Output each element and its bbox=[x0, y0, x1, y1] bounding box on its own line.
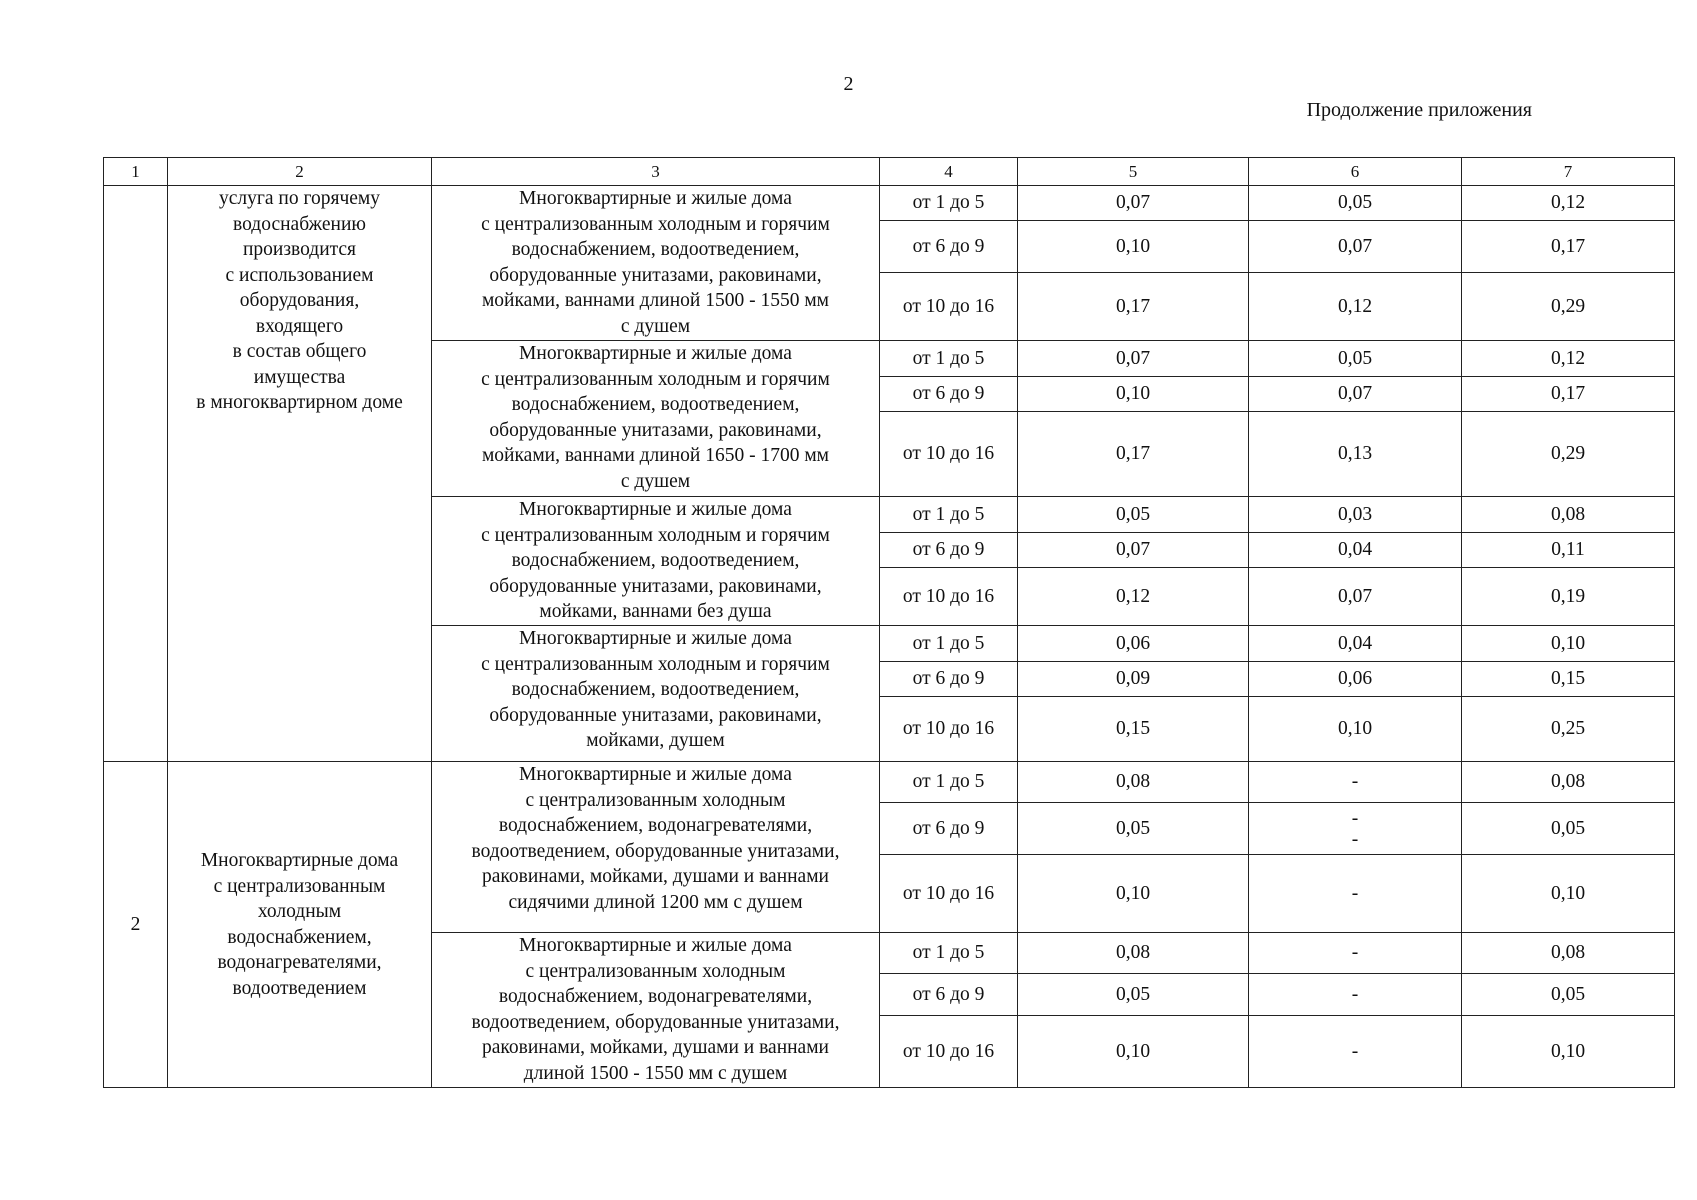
value-cell-col7: 0,29 bbox=[1462, 273, 1675, 341]
floors-cell: от 10 до 16 bbox=[880, 697, 1018, 762]
value-cell-col6: 0,04 bbox=[1249, 533, 1462, 568]
category-cell: Многоквартирные дома с централизованным холодным водоснабжением, водонагревателями, водоотведением bbox=[168, 762, 432, 1088]
value-cell-col6: 0,05 bbox=[1249, 186, 1462, 221]
value-cell-col6: 0,07 bbox=[1249, 221, 1462, 273]
value-cell-col6: 0,04 bbox=[1249, 626, 1462, 662]
column-header: 4 bbox=[880, 158, 1018, 186]
value-cell-col7: 0,08 bbox=[1462, 762, 1675, 803]
floors-cell: от 6 до 9 bbox=[880, 803, 1018, 855]
value-cell-col5: 0,07 bbox=[1018, 186, 1249, 221]
floors-cell: от 1 до 5 bbox=[880, 762, 1018, 803]
value-cell-col6: 0,06 bbox=[1249, 662, 1462, 697]
value-cell-col6: 0,10 bbox=[1249, 697, 1462, 762]
value-cell-col7: 0,17 bbox=[1462, 221, 1675, 273]
value-cell-col5: 0,12 bbox=[1018, 568, 1249, 626]
value-cell-col7: 0,08 bbox=[1462, 497, 1675, 533]
value-cell-col6: - bbox=[1249, 762, 1462, 803]
floors-cell: от 1 до 5 bbox=[880, 497, 1018, 533]
value-cell-col5: 0,08 bbox=[1018, 933, 1249, 974]
value-cell-col7: 0,12 bbox=[1462, 341, 1675, 377]
value-cell-col5: 0,10 bbox=[1018, 855, 1249, 933]
value-cell-col7: 0,17 bbox=[1462, 377, 1675, 412]
value-cell-col5: 0,15 bbox=[1018, 697, 1249, 762]
continuation-label: Продолжение приложения bbox=[1306, 99, 1532, 121]
floors-cell: от 6 до 9 bbox=[880, 974, 1018, 1016]
value-cell-col6: - bbox=[1249, 1016, 1462, 1088]
floors-cell: от 10 до 16 bbox=[880, 273, 1018, 341]
floors-cell: от 1 до 5 bbox=[880, 341, 1018, 377]
floors-cell: от 10 до 16 bbox=[880, 855, 1018, 933]
description-cell: Многоквартирные и жилые дома с централизованным холодным и горячим водоснабжением, водоотведением, оборудованные унитазами, раковинами, мойками, ваннами длиной 1500 - 1550 мм с душем bbox=[432, 186, 880, 341]
value-cell-col6: 0,12 bbox=[1249, 273, 1462, 341]
column-header: 1 bbox=[104, 158, 168, 186]
value-cell-col7: 0,15 bbox=[1462, 662, 1675, 697]
floors-cell: от 1 до 5 bbox=[880, 626, 1018, 662]
floors-cell: от 10 до 16 bbox=[880, 568, 1018, 626]
value-cell-col7: 0,10 bbox=[1462, 626, 1675, 662]
column-header: 7 bbox=[1462, 158, 1675, 186]
table-row bbox=[104, 186, 1675, 221]
floors-cell: от 6 до 9 bbox=[880, 377, 1018, 412]
value-cell-col7: 0,12 bbox=[1462, 186, 1675, 221]
floors-cell: от 1 до 5 bbox=[880, 933, 1018, 974]
value-cell-col6: 0,03 bbox=[1249, 497, 1462, 533]
value-cell-col7: 0,08 bbox=[1462, 933, 1675, 974]
value-cell-col5: 0,17 bbox=[1018, 273, 1249, 341]
page-number: 2 bbox=[843, 73, 854, 95]
value-cell-col6: - bbox=[1249, 974, 1462, 1016]
value-cell-col5: 0,05 bbox=[1018, 974, 1249, 1016]
value-cell-col7: 0,11 bbox=[1462, 533, 1675, 568]
value-cell-col7: 0,29 bbox=[1462, 412, 1675, 497]
value-cell-col5: 0,05 bbox=[1018, 497, 1249, 533]
value-cell-col5: 0,10 bbox=[1018, 377, 1249, 412]
value-cell-col7: 0,25 bbox=[1462, 697, 1675, 762]
table-row bbox=[104, 762, 1675, 803]
floors-cell: от 6 до 9 bbox=[880, 221, 1018, 273]
value-cell-col6: 0,05 bbox=[1249, 341, 1462, 377]
value-cell-col6: - bbox=[1249, 855, 1462, 933]
category-cell: услуга по горячему водоснабжению производится с использованием оборудования, входящего в состав общего имущества в многоквартирном доме bbox=[168, 186, 432, 762]
value-cell-col5: 0,10 bbox=[1018, 1016, 1249, 1088]
row-number-cell: 2 bbox=[104, 762, 168, 1088]
floors-cell: от 10 до 16 bbox=[880, 1016, 1018, 1088]
value-cell-col5: 0,10 bbox=[1018, 221, 1249, 273]
column-header: 3 bbox=[432, 158, 880, 186]
floors-cell: от 1 до 5 bbox=[880, 186, 1018, 221]
floors-cell: от 6 до 9 bbox=[880, 662, 1018, 697]
value-cell-col6: 0,07 bbox=[1249, 377, 1462, 412]
description-cell: Многоквартирные и жилые дома с централизованным холодным и горячим водоснабжением, водоотведением, оборудованные унитазами, раковинами, мойками, ваннами без душа bbox=[432, 497, 880, 626]
description-cell: Многоквартирные и жилые дома с централизованным холодным водоснабжением, водонагревателями, водоотведением, оборудованные унитазами, раковинами, мойками, душами и ваннами сидячими длиной 1200 мм с душем bbox=[432, 762, 880, 933]
value-cell-col7: 0,10 bbox=[1462, 1016, 1675, 1088]
norms-table bbox=[103, 157, 1675, 1088]
column-header: 5 bbox=[1018, 158, 1249, 186]
column-header: 2 bbox=[168, 158, 432, 186]
value-cell-col5: 0,06 bbox=[1018, 626, 1249, 662]
value-cell-col6: 0,13 bbox=[1249, 412, 1462, 497]
description-cell: Многоквартирные и жилые дома с централизованным холодным и горячим водоснабжением, водоотведением, оборудованные унитазами, раковинами, мойками, ваннами длиной 1650 - 1700 мм с душем bbox=[432, 341, 880, 497]
value-cell-col6: - bbox=[1249, 933, 1462, 974]
header-row bbox=[104, 158, 1675, 186]
value-cell-col6: 0,07 bbox=[1249, 568, 1462, 626]
description-cell: Многоквартирные и жилые дома с централизованным холодным и горячим водоснабжением, водоотведением, оборудованные унитазами, раковинами, мойками, душем bbox=[432, 626, 880, 762]
value-cell-col5: 0,08 bbox=[1018, 762, 1249, 803]
value-cell-col5: 0,09 bbox=[1018, 662, 1249, 697]
value-cell-col5: 0,07 bbox=[1018, 341, 1249, 377]
value-cell-col5: 0,07 bbox=[1018, 533, 1249, 568]
value-cell-col7: 0,19 bbox=[1462, 568, 1675, 626]
row-number-cell bbox=[104, 186, 168, 762]
value-cell-col7: 0,05 bbox=[1462, 803, 1675, 855]
value-cell-col5: 0,17 bbox=[1018, 412, 1249, 497]
column-header: 6 bbox=[1249, 158, 1462, 186]
description-cell: Многоквартирные и жилые дома с централизованным холодным водоснабжением, водонагревателями, водоотведением, оборудованные унитазами, раковинами, мойками, душами и ваннами длиной 1500 - 1550 мм с душем bbox=[432, 933, 880, 1088]
value-cell-col7: 0,10 bbox=[1462, 855, 1675, 933]
floors-cell: от 6 до 9 bbox=[880, 533, 1018, 568]
value-cell-col7: 0,05 bbox=[1462, 974, 1675, 1016]
value-cell-col5: 0,05 bbox=[1018, 803, 1249, 855]
floors-cell: от 10 до 16 bbox=[880, 412, 1018, 497]
value-cell-col6: - - bbox=[1249, 803, 1462, 855]
